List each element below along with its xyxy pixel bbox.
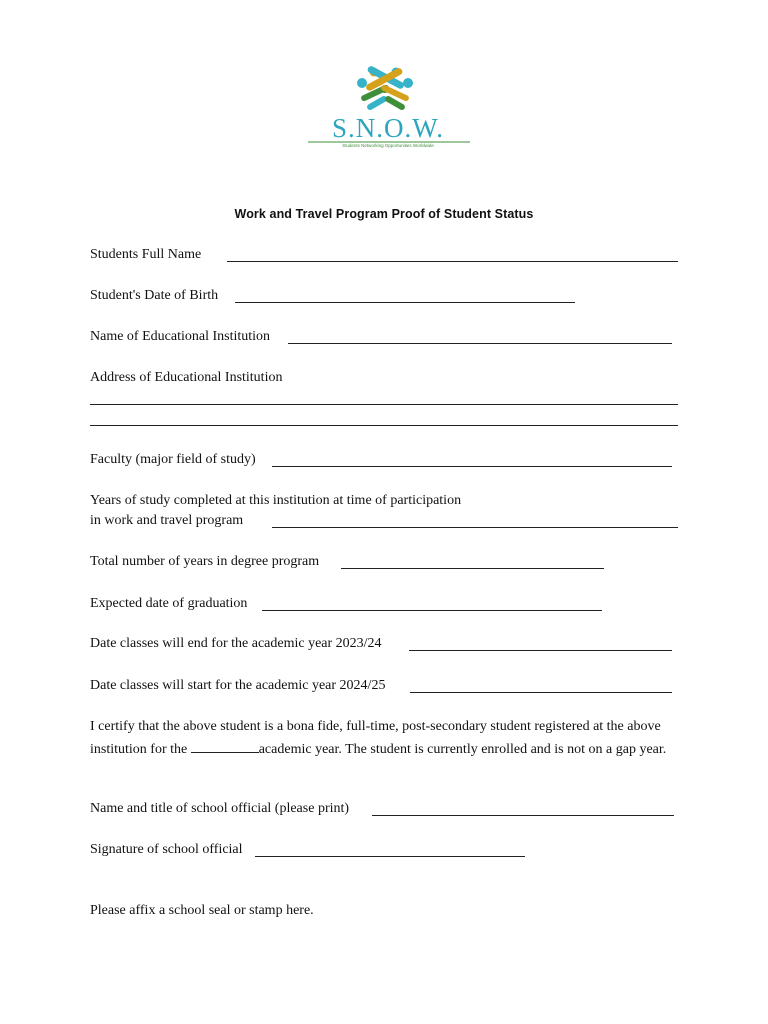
dob-row [90,286,218,306]
official-name-row [90,799,349,819]
signature-blank[interactable] [255,856,525,857]
faculty-row [90,450,256,470]
classes-start-label: Date classes will start for the academic year 2024/25 [90,678,386,693]
institution-address-label: Address of Educational Institution [90,370,283,385]
full-name-label: Students Full Name [90,247,202,262]
years-completed-row-2 [90,511,243,531]
full-name-blank[interactable] [227,261,678,262]
seal-note-label: Please affix a school seal or stamp here. [90,903,314,918]
form-title: Work and Travel Program Proof of Student Status [234,207,534,221]
faculty-blank[interactable] [272,466,672,467]
official-name-blank[interactable] [372,815,674,816]
classes-start-row [90,676,385,696]
academic-year-blank[interactable] [191,738,259,753]
full-name-row [90,245,201,265]
institution-name-label: Name of Educational Institution [90,329,271,344]
classes-start-blank[interactable] [410,692,672,693]
dob-label: Student's Date of Birth [90,288,219,303]
certification-paragraph [90,717,682,760]
signature-label: Signature of school official [90,842,243,857]
dob-blank[interactable] [235,302,575,303]
years-completed-blank[interactable] [272,527,678,528]
people-emblem-icon [357,65,413,111]
seal-note-row [90,901,314,921]
faculty-label: Faculty (major field of study) [90,452,256,467]
address-blank-1[interactable] [90,404,678,405]
graduation-label: Expected date of graduation [90,596,248,611]
graduation-row [90,594,247,614]
classes-end-row [90,634,382,654]
address-blank-2[interactable] [90,425,678,426]
total-years-label: Total number of years in degree program [90,554,320,569]
snow-logo-mark [300,62,476,154]
total-years-row [90,552,319,572]
total-years-blank[interactable] [341,568,604,569]
snow-logo [300,62,476,154]
graduation-blank[interactable] [262,610,602,611]
logo-tagline: Students Networking Opportunities Worldwide [342,143,434,148]
classes-end-label: Date classes will end for the academic year 2023/24 [90,636,382,651]
institution-name-blank[interactable] [288,343,672,344]
years-completed-label-1: Years of study completed at this institution at time of participation [90,493,462,508]
institution-address-row [90,368,282,388]
certification-text-1: I certify that the above student is a bona fide, full-time, post-secondary student registered at the above institution for the [90,719,661,757]
years-completed-row-1 [90,491,461,511]
signature-row [90,840,243,860]
certification-text-2: academic year. The student is currently enrolled and is not on a gap year. [258,741,667,757]
institution-name-row [90,327,270,347]
logo-text: S.N.O.W. [331,113,445,143]
official-name-label: Name and title of school official (please print) [90,801,350,816]
years-completed-label-2: in work and travel program [90,513,244,528]
classes-end-blank[interactable] [409,650,672,651]
